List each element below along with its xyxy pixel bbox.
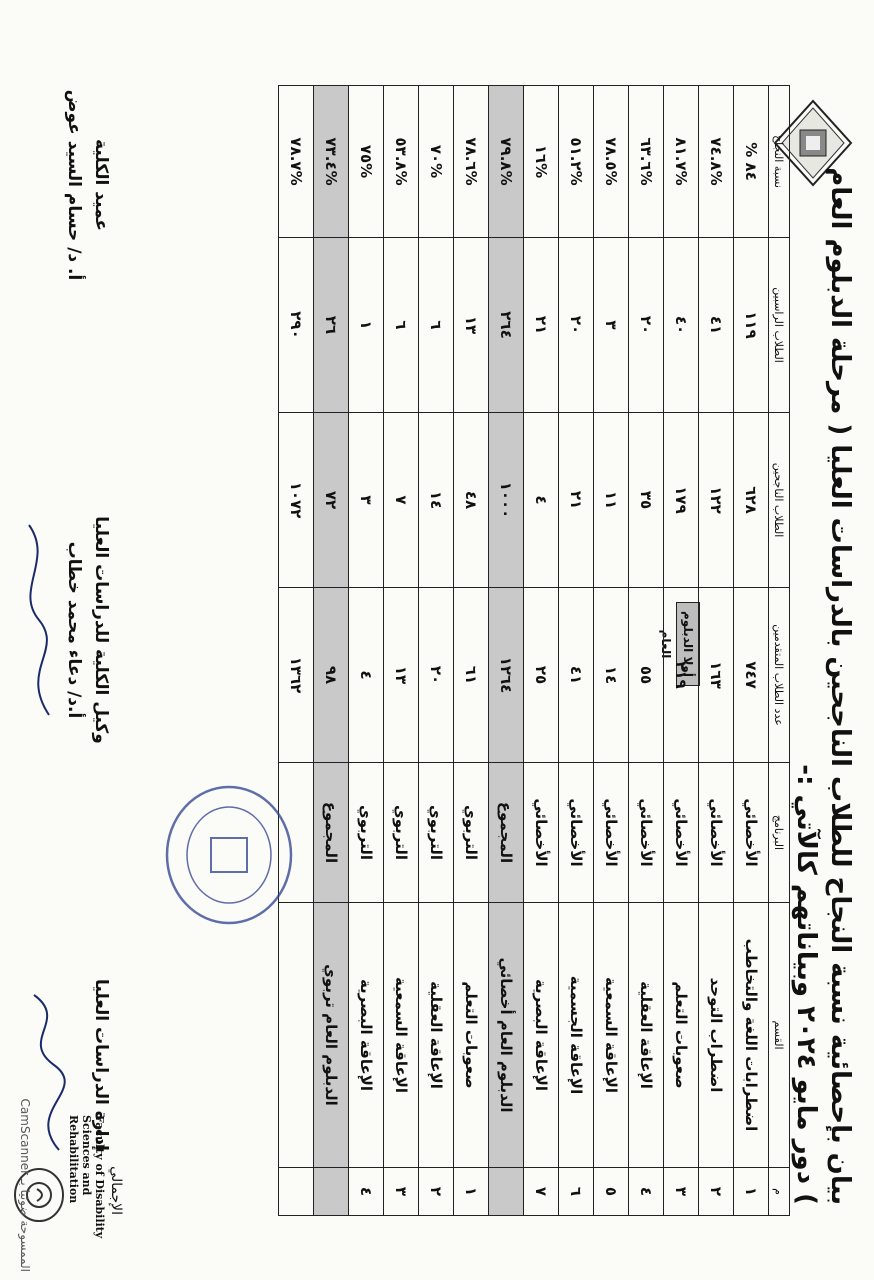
- pass-rate-cell: %٥٣.٨: [384, 86, 419, 238]
- passed-count-cell: ١٠٠٠: [489, 413, 524, 588]
- program-cell: التربوي: [349, 763, 384, 903]
- department-cell: الدبلوم العام تربوي: [314, 903, 349, 1168]
- failed-count-cell: ٢٦٤: [489, 238, 524, 413]
- pass-rate-cell: %٧٨.٦: [454, 86, 489, 238]
- failed-count-cell: ٦: [419, 238, 454, 413]
- failed-count-cell: ٤٠: [664, 238, 699, 413]
- passed-count-cell: ١٤: [419, 413, 454, 588]
- faculty-line-1: Faculty of Disability: [93, 1115, 106, 1239]
- table-subtotal-row: [489, 86, 524, 1216]
- pass-rate-cell: %٧٠: [419, 86, 454, 238]
- program-cell: الأخصائي: [524, 763, 559, 903]
- program-cell: التربوي: [419, 763, 454, 903]
- row-index-cell: ٥: [594, 1168, 629, 1216]
- faculty-line-2: Sciences and Rehabilitation: [66, 1115, 93, 1204]
- table-header-row: [769, 86, 790, 1216]
- vice-dean-name: أ.د/ دعاء محمد خطاب: [63, 541, 84, 719]
- total-label: الإجمالي: [108, 1166, 124, 1215]
- passed-count-cell: ٣: [349, 413, 384, 588]
- applied-count-cell: ١٣٦٢: [279, 588, 314, 763]
- row-index-cell: [279, 1168, 314, 1216]
- failed-count-cell: ٢٠: [629, 238, 664, 413]
- failed-count-cell: ١١٩: [734, 238, 769, 413]
- table-row: [279, 86, 314, 1216]
- applied-count-cell: ١٣: [384, 588, 419, 763]
- table-subtotal-row: [314, 86, 349, 1216]
- pass-rate-cell: %٦٣.٦: [629, 86, 664, 238]
- pass-rate-cell: %٧٩.٨: [489, 86, 524, 238]
- failed-count-cell: ٤١: [699, 238, 734, 413]
- handwritten-signature: [9, 520, 59, 720]
- table-row: [594, 86, 629, 1216]
- dean-name: أ. د/ حسام السيد عوض: [63, 89, 84, 281]
- col-header-department: القسم: [769, 903, 790, 1168]
- failed-count-cell: ١: [349, 238, 384, 413]
- table-row: [419, 86, 454, 1216]
- applied-count-cell: ٩٨: [314, 588, 349, 763]
- applied-count-cell: ٤: [349, 588, 384, 763]
- passed-count-cell: ٤٨: [454, 413, 489, 588]
- failed-count-cell: ٣: [594, 238, 629, 413]
- table-row: [454, 86, 489, 1216]
- col-header-pass-rate: نسبة النجاح: [769, 86, 790, 238]
- applied-count-cell: ٧٤٧: [734, 588, 769, 763]
- passed-count-cell: ٧: [384, 413, 419, 588]
- pass-rate-cell: %٧٨.٧: [279, 86, 314, 238]
- vice-dean-title: وكيل الكلية للدراسات العليا: [91, 516, 111, 744]
- table-row: [629, 86, 664, 1216]
- department-cell: الإعاقة العقلية: [419, 903, 454, 1168]
- program-cell: الأخصائي: [594, 763, 629, 903]
- row-index-cell: ٣: [664, 1168, 699, 1216]
- row-index-cell: [489, 1168, 524, 1216]
- pass-rate-cell: %٨١.٧: [664, 86, 699, 238]
- applied-count-cell: ١٤: [594, 588, 629, 763]
- program-cell: الأخصائي: [559, 763, 594, 903]
- department-cell: الدبلوم العام أخصائي: [489, 903, 524, 1168]
- department-cell: اضطرابات اللغة والتخاطب: [734, 903, 769, 1168]
- applied-count-cell: ٦١: [454, 588, 489, 763]
- pass-rate-cell: %١٦: [524, 86, 559, 238]
- passed-count-cell: ١٧٩: [664, 413, 699, 588]
- official-stamp: [159, 780, 299, 930]
- signature-dean: [60, 85, 114, 285]
- department-cell: صعوبات التعلم: [664, 903, 699, 1168]
- pass-rate-cell: ٨٤ %: [734, 86, 769, 238]
- program-cell: المجموع: [314, 763, 349, 903]
- pass-rate-cell: %٧٣.٤: [314, 86, 349, 238]
- table-row: [734, 86, 769, 1216]
- col-header-passed: الطلاب الناجحين: [769, 413, 790, 588]
- department-cell: الإعاقة السمعية: [384, 903, 419, 1168]
- passed-count-cell: ٧٢: [314, 413, 349, 588]
- row-index-cell: ٤: [629, 1168, 664, 1216]
- row-index-cell: ١: [734, 1168, 769, 1216]
- row-index-cell: ٢: [419, 1168, 454, 1216]
- row-index-cell: [314, 1168, 349, 1216]
- pass-rate-cell: %٧٨.٥: [594, 86, 629, 238]
- row-index-cell: ١: [454, 1168, 489, 1216]
- row-index-cell: ٦: [559, 1168, 594, 1216]
- signature-vice-dean: [60, 480, 114, 780]
- row-index-cell: ٢: [699, 1168, 734, 1216]
- program-cell: الأخصائي: [629, 763, 664, 903]
- table-row: [559, 86, 594, 1216]
- department-cell: صعوبات التعلم: [454, 903, 489, 1168]
- program-cell: الأخصائي: [699, 763, 734, 903]
- graduate-admin-title: إدارة الدراسات العليا: [91, 979, 111, 1151]
- signature-graduate-admin: [87, 960, 114, 1170]
- department-cell: اضطراب التوحد: [699, 903, 734, 1168]
- program-cell: الأخصائي: [734, 763, 769, 903]
- failed-count-cell: ٢١: [524, 238, 559, 413]
- table-row: [384, 86, 419, 1216]
- passed-count-cell: ١٢٢: [699, 413, 734, 588]
- failed-count-cell: ٢٦: [314, 238, 349, 413]
- program-cell: المجموع: [489, 763, 524, 903]
- failed-count-cell: ١٣: [454, 238, 489, 413]
- row-index-cell: ٤: [349, 1168, 384, 1216]
- passed-count-cell: ١١: [594, 413, 629, 588]
- failed-count-cell: ٦: [384, 238, 419, 413]
- applied-count-cell: ٢١٩: [664, 588, 699, 763]
- department-cell: الإعاقة البصرية: [524, 903, 559, 1168]
- table-row: [524, 86, 559, 1216]
- pass-rate-cell: %٥١.٢: [559, 86, 594, 238]
- passed-count-cell: ٣٥: [629, 413, 664, 588]
- pass-rate-cell: %٧٤.٨: [699, 86, 734, 238]
- row-index-cell: ٧: [524, 1168, 559, 1216]
- program-cell: الأخصائي: [664, 763, 699, 903]
- section-label: أولا الدبلوم العام: [676, 602, 700, 686]
- table-row: [349, 86, 384, 1216]
- passed-count-cell: ٦٢٨: [734, 413, 769, 588]
- applied-count-cell: ١٢٦٤: [489, 588, 524, 763]
- dean-title: عميد الكلية: [91, 139, 111, 231]
- col-header-index: م: [769, 1168, 790, 1216]
- col-header-failed: الطلاب الراسبين: [769, 238, 790, 413]
- applied-count-cell: ١٦٣: [699, 588, 734, 763]
- department-cell: الإعاقة البصرية: [349, 903, 384, 1168]
- col-header-program: البرنامج: [769, 763, 790, 903]
- department-cell: الإعاقة السمعية: [594, 903, 629, 1168]
- scanner-watermark: CamScanner الممسوحة ضوئيا بـ: [18, 1098, 32, 1272]
- applied-count-cell: ٤١: [559, 588, 594, 763]
- department-cell: الإعاقة العقلية: [629, 903, 664, 1168]
- passed-count-cell: ١٠٧٢: [279, 413, 314, 588]
- applied-count-cell: ٢٥: [524, 588, 559, 763]
- table-row: [699, 86, 734, 1216]
- department-cell: الإعاقة الجسمية: [559, 903, 594, 1168]
- page-title: بيان بإحصائية نسبة النجاح للطلاب الناجحين بالدراسات العليا ( مرحلة الدبلوم العام ) دور مايو ٢٠٢٤ وبياناتهم كالآتي :-: [791, 167, 855, 1205]
- table-row: [664, 86, 699, 1216]
- col-header-applied: عدد الطلاب المتقدمين: [769, 588, 790, 763]
- passed-count-cell: ٤: [524, 413, 559, 588]
- failed-count-cell: ٢٠: [559, 238, 594, 413]
- results-table: [278, 85, 790, 1216]
- pass-rate-cell: %٧٥: [349, 86, 384, 238]
- failed-count-cell: ٢٩٠: [279, 238, 314, 413]
- program-cell: التربوي: [454, 763, 489, 903]
- applied-count-cell: ٢٠: [419, 588, 454, 763]
- program-cell: التربوي: [384, 763, 419, 903]
- department-cell: [279, 903, 314, 1168]
- passed-count-cell: ٢١: [559, 413, 594, 588]
- row-index-cell: ٣: [384, 1168, 419, 1216]
- applied-count-cell: ٥٥: [629, 588, 664, 763]
